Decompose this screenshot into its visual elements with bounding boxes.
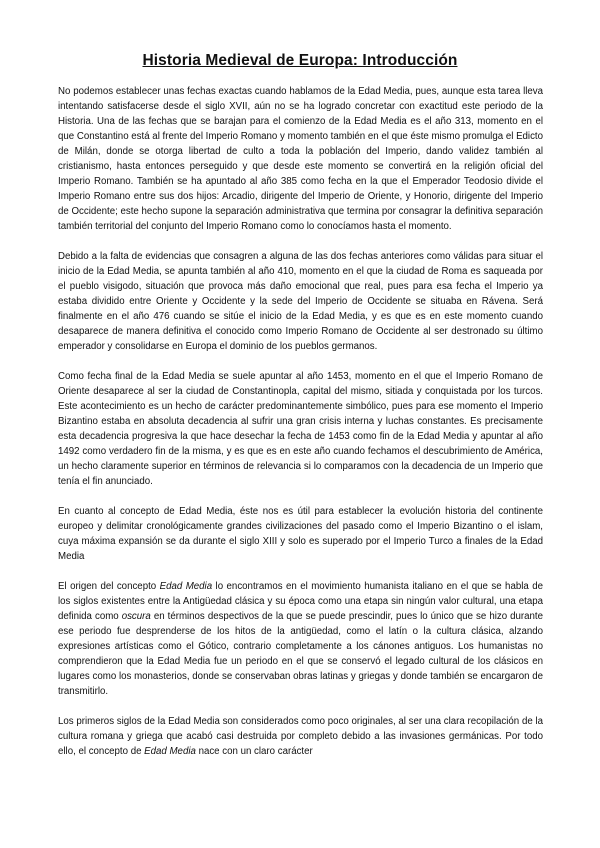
paragraph-4: [58, 504, 543, 564]
paragraph-2: [58, 249, 543, 354]
document-title: Historia Medieval de Europa: Introducción: [142, 52, 458, 69]
text-segment: Como fecha final de la Edad Media se suele apuntar al año 1453, momento en el que el Imperio Romano de Oriente desaparece al ser la ciudad de Constantinopla, capital del mismo, sitiada y conquistada por los turcos. Este acontecimiento es un hecho de carácter predominantemente simbólico, pues para ese momento el Imperio Bizantino estaba en absoluta decadencia al sufrir una gran crisis interna y luchas constantes. Es precisamente esta decadencia progresiva la que hace desechar la fecha de 1453 como fin de la Edad Media y apuntar al año 1492 como verdadero fin de la misma, y es que es en este año cuando fechamos el descubrimiento de América, un hecho claramente superior en términos de relevancia si lo comparamos con la decadencia de un Imperio que tenía el fin anunciado.: [58, 371, 543, 487]
text-segment: Los primeros siglos de la Edad Media son considerados como poco originales, al ser una clara recopilación de la cultura romana y griega que acabó casi destruida por completo debido a las invasiones germánicas. Por todo ello, el concepto de: [58, 716, 543, 757]
document-body: [58, 84, 543, 759]
paragraph-3: [58, 369, 543, 489]
text-segment: El origen del concepto: [58, 581, 160, 592]
italic-term: oscura: [121, 611, 151, 622]
text-segment: lo encontramos en el movimiento humanista italiano en el que se habla de los siglos existentes entre la Antigüedad clásica y su época como una etapa sin ningún valor cultural, una etapa definida como: [58, 581, 543, 622]
paragraph-5: [58, 579, 543, 699]
text-segment: En cuanto al concepto de Edad Media, éste nos es útil para establecer la evolución historia del continente europeo y delimitar cronológicamente grandes civilizaciones del pasado como el Imperio Bizantino o el islam, cuya máxima expansión se da durante el siglo XIII y solo es superado por el Imperio Turco a finales de la Edad Media: [58, 506, 543, 562]
text-segment: en términos despectivos de la que se puede prescindir, pues lo único que se hizo durante ese periodo fue desprenderse de los hitos de la antigüedad, como el latín o la cultura clásica, alzando expresiones artísticas como el Gótico, contrario completamente a los cánones antiguos. Los humanistas no comprendieron que la Edad Media fue un periodo en el que se conservó el legado cultural de los clásicos en lugares como los monasterios, donde se conservaban obras latinas y griegas y donde también se encargaron de transmitirlo.: [58, 611, 543, 697]
text-segment: nace con un claro carácter: [195, 746, 313, 757]
paragraph-1: [58, 84, 543, 234]
italic-term: Edad Media: [144, 746, 196, 757]
paragraph-6: [58, 714, 543, 759]
text-segment: Debido a la falta de evidencias que consagren a alguna de las dos fechas anteriores como válidas para situar el inicio de la Edad Media, se apunta también al año 410, momento en el que la ciudad de Roma es saqueada por el pueblo visigodo, situación que provoca más daño emocional que real, pues para esa fecha el Imperio ya estaba dividido entre Oriente y Occidente y la sede del Imperio de Occidente se situaba en Rávena. Será finalmente en el año 476 cuando se sitúe el inicio de la Edad Media, y es que es en este momento cuando desaparece de manera definitiva el conocido como Imperio Romano de Occidente al ser destronado su último emperador y consolidarse en Europa el dominio de los pueblos germanos.: [58, 251, 543, 352]
italic-term: Edad Media: [159, 581, 213, 592]
text-segment: No podemos establecer unas fechas exactas cuando hablamos de la Edad Media, pues, aunque esta tarea lleva intentando satisfacerse desde el siglo XVII, aún no se ha logrado concretar con exactitud este periodo de la Historia. Una de las fechas que se barajan para el comienzo de la Edad Media es el año 313, momento en el que Constantino está al frente del Imperio Romano y momento también en el que éste mismo promulga el Edicto de Milán, donde se otorga libertad de culto a toda la población del Imperio, dando validez también al cristianismo, hasta entonces perseguido y que desde este momento se convertirá en la religión oficial del Imperio Romano. También se ha apuntado al año 385 como fecha en la que el Emperador Teodosio divide el Imperio Romano entre sus dos hijos: Arcadio, dirigente del Imperio de Oriente, y Honorio, dirigente del Imperio de Occidente; este hecho supone la separación administrativa que termina por consagrar la definitiva separación también territorial del conjunto del Imperio Romano como lo conocíamos hasta el momento.: [58, 86, 543, 232]
